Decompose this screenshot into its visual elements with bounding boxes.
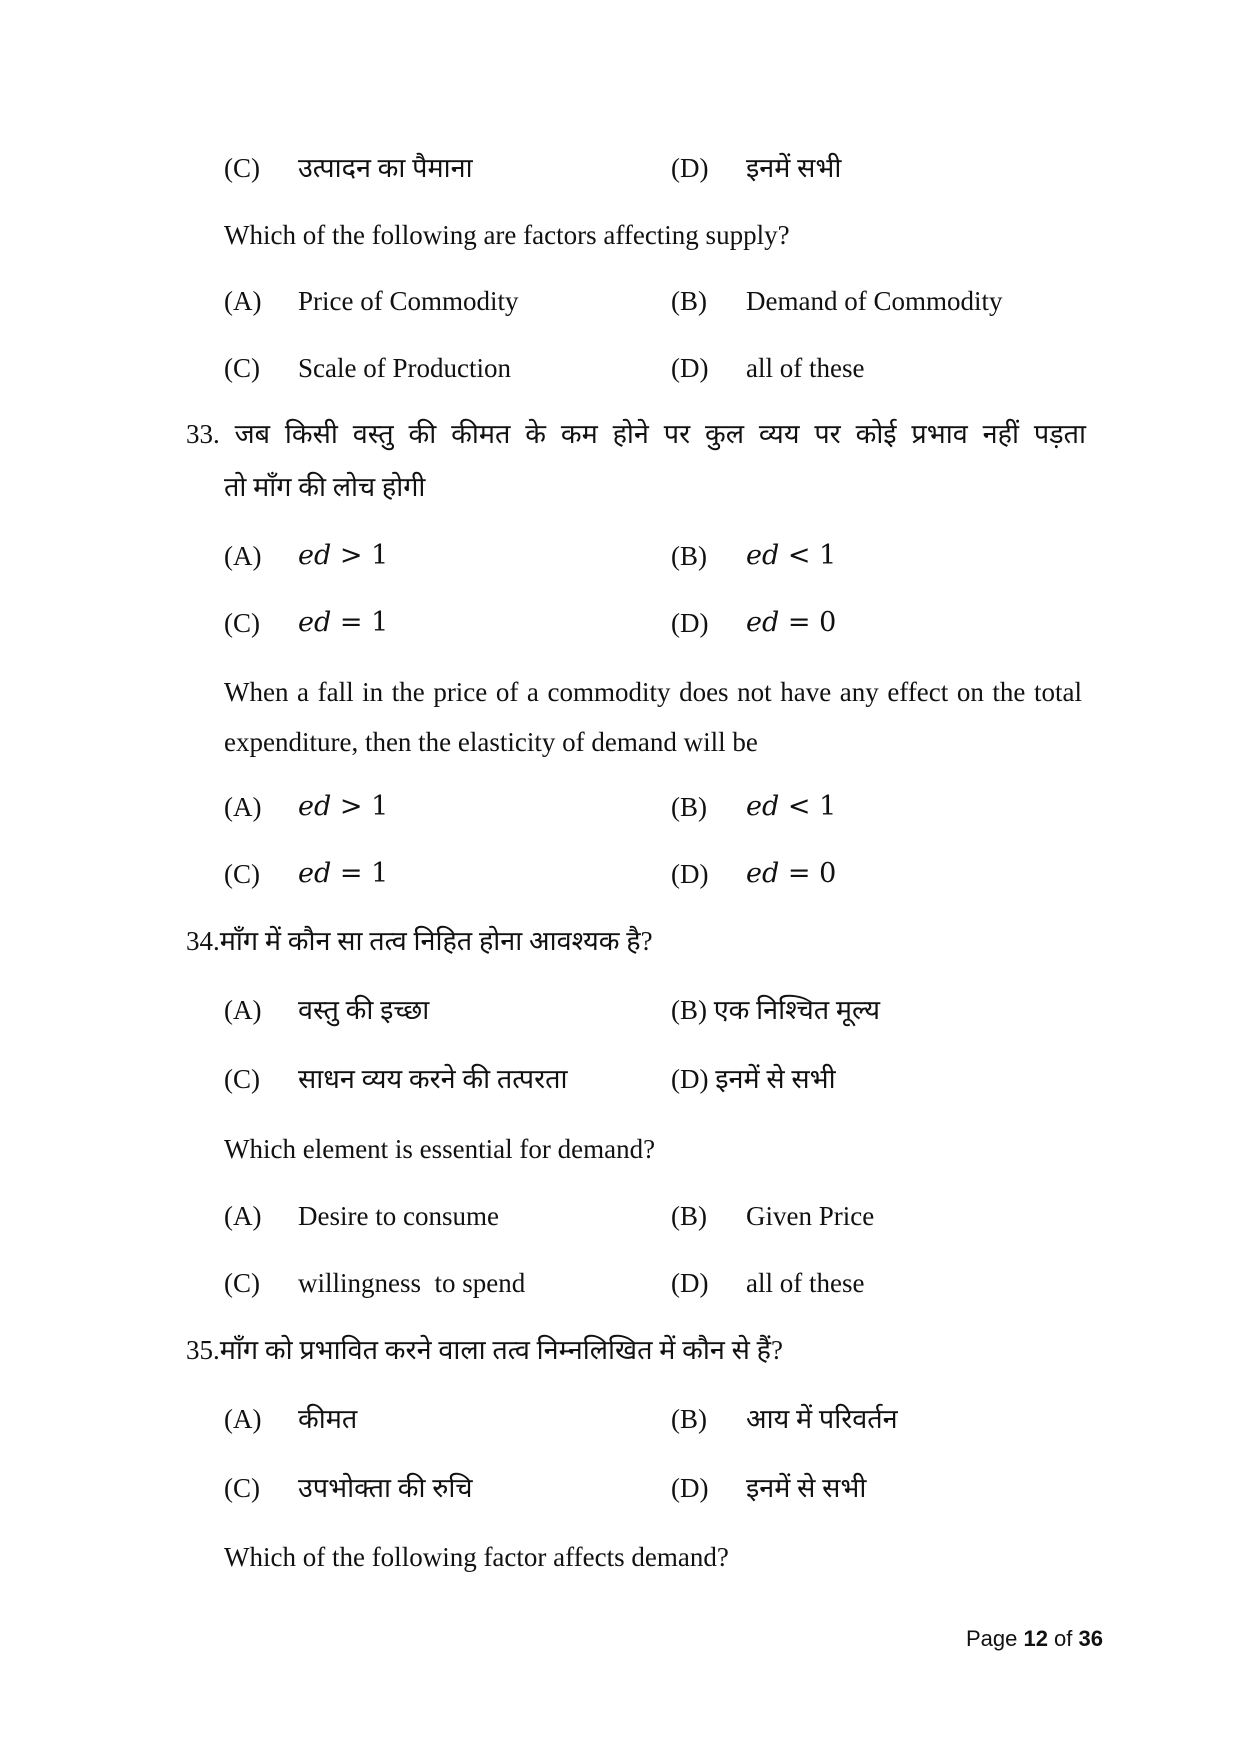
option-text-d: (D) इनमें से सभी — [671, 1064, 836, 1094]
option-text-b: Given Price — [746, 1201, 875, 1231]
option-letter-c: (C) — [224, 153, 260, 183]
option-letter-a: (A) — [224, 1201, 262, 1231]
option-text-a: वस्तु की इच्छा — [298, 995, 430, 1025]
option-text-b: आय में परिवर्तन — [746, 1404, 898, 1434]
option-formula-d: ed = 0 — [746, 607, 837, 638]
option-letter-b: (B) — [671, 286, 707, 316]
option-letter-c: (C) — [224, 1473, 260, 1503]
option-letter-b: (B) — [671, 541, 707, 571]
option-letter-b: (B) — [671, 1201, 707, 1231]
option-letter-a: (A) — [224, 541, 262, 571]
option-text-b: (B) एक निश्चित मूल्य — [671, 995, 881, 1025]
option-letter-d: (D) — [671, 153, 709, 183]
option-letter-c: (C) — [224, 608, 260, 638]
question-text: 35.माँग को प्रभावित करने वाला तत्व निम्नलिखित में कौन से हैं? — [186, 1335, 783, 1365]
option-text-d: इनमें सभी — [746, 153, 842, 183]
question-text: 33. जब किसी वस्तु की कीमत के कम होने पर कुल व्यय पर कोई प्रभाव नहीं पड़ता — [186, 419, 1086, 449]
option-letter-d: (D) — [671, 859, 709, 889]
option-letter-b: (B) — [671, 792, 707, 822]
option-text-c: उपभोक्ता की रुचि — [298, 1473, 473, 1503]
question-text: Which of the following factor affects demand? — [224, 1542, 729, 1572]
question-text-continued: तो माँग की लोच होगी — [224, 472, 426, 502]
option-letter-d: (D) — [671, 353, 709, 383]
option-letter-a: (A) — [224, 995, 262, 1025]
option-formula-d: ed = 0 — [746, 858, 837, 889]
option-letter-c: (C) — [224, 859, 260, 889]
question-text: When a fall in the price of a commodity does not have any effect on the total expenditure, then the elasticity of demand will be — [224, 677, 1082, 757]
option-letter-a: (A) — [224, 792, 262, 822]
option-text-d: all of these — [746, 353, 865, 383]
option-letter-a: (A) — [224, 1404, 262, 1434]
option-text-b: Demand of Commodity — [746, 286, 1003, 316]
option-formula-a: ed > 1 — [298, 540, 389, 571]
option-text-c: उत्पादन का पैमाना — [298, 153, 473, 183]
option-text-a: कीमत — [298, 1404, 358, 1434]
option-text-c: साधन व्यय करने की तत्परता — [298, 1064, 568, 1094]
option-formula-c: ed = 1 — [298, 858, 389, 889]
option-letter-c: (C) — [224, 353, 260, 383]
option-formula-c: ed = 1 — [298, 607, 389, 638]
option-text-c: Scale of Production — [298, 353, 511, 383]
option-text-d: all of these — [746, 1268, 865, 1298]
question-text: Which element is essential for demand? — [224, 1134, 656, 1164]
option-letter-d: (D) — [671, 1268, 709, 1298]
page-number: Page 12 of 36 — [965, 1626, 1103, 1651]
option-text-d: इनमें से सभी — [746, 1473, 867, 1503]
option-letter-c: (C) — [224, 1268, 260, 1298]
option-letter-c: (C) — [224, 1064, 260, 1094]
option-formula-b: ed < 1 — [746, 540, 837, 571]
question-text: Which of the following are factors affecting supply? — [224, 220, 790, 250]
option-letter-a: (A) — [224, 286, 262, 316]
option-text-a: Price of Commodity — [298, 286, 519, 316]
question-text: 34.माँग में कौन सा तत्व निहित होना आवश्यक है? — [186, 926, 653, 956]
option-letter-b: (B) — [671, 1404, 707, 1434]
option-formula-b: ed < 1 — [746, 791, 837, 822]
option-text-a: Desire to consume — [298, 1201, 499, 1231]
option-formula-a: ed > 1 — [298, 791, 389, 822]
option-letter-d: (D) — [671, 1473, 709, 1503]
option-text-c: willingness to spend — [298, 1268, 526, 1298]
option-letter-d: (D) — [671, 608, 709, 638]
